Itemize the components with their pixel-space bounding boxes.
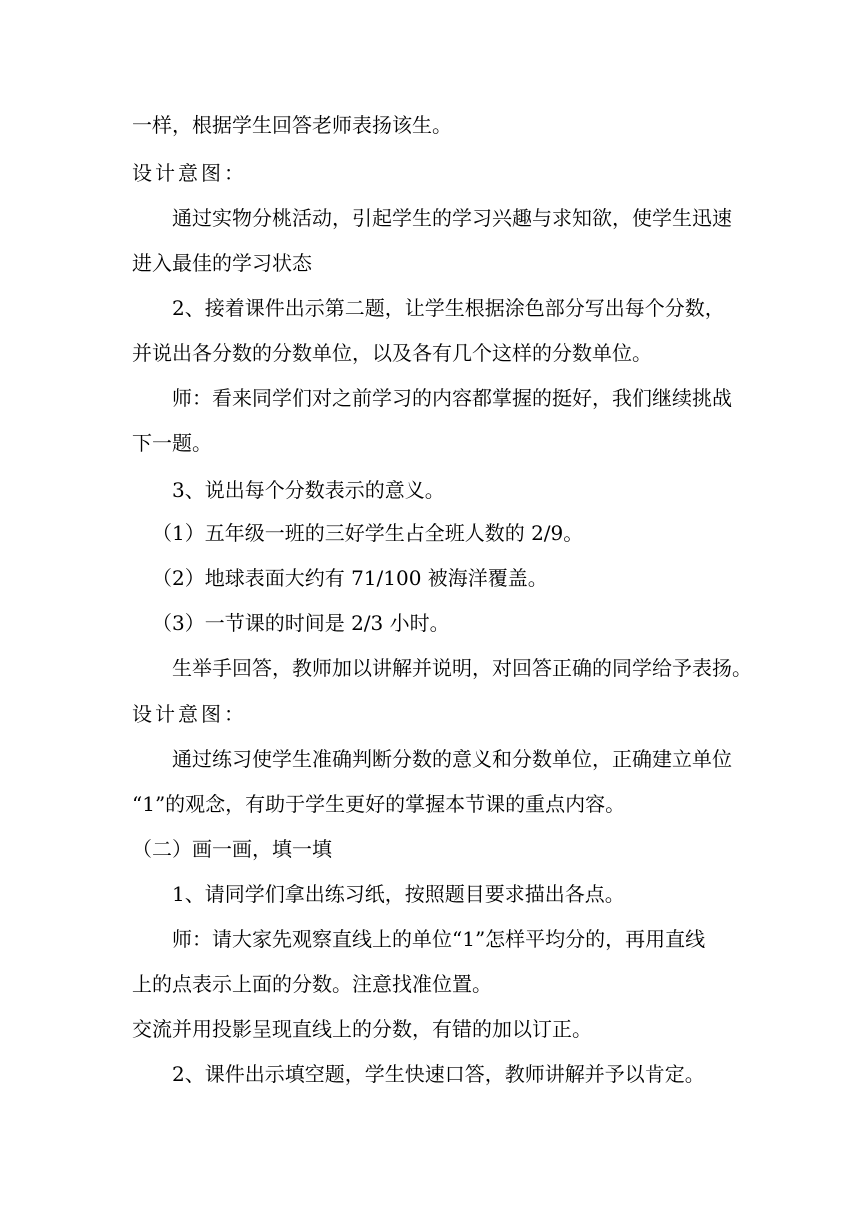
- paragraph-line: 并说出各分数的分数单位，以及各有几个这样的分数单位。: [132, 341, 652, 365]
- paragraph-line: “1”的观念，有助于学生更好的掌握本节课的重点内容。: [132, 792, 626, 816]
- paragraph-line: 下一题。: [132, 431, 212, 455]
- paragraph-line: 师：请大家先观察直线上的单位“1”怎样平均分的，再用直线: [172, 927, 706, 951]
- paragraph-line: 通过实物分桃活动，引起学生的学习兴趣与求知欲，使学生迅速: [172, 206, 732, 230]
- paragraph-line: 交流并用投影呈现直线上的分数，有错的加以订正。: [132, 1017, 592, 1041]
- paragraph-line: 3、说出每个分数表示的意义。: [172, 478, 445, 502]
- paragraph-line: 一样，根据学生回答老师表扬该生。: [132, 113, 452, 137]
- list-item: （3）一节课的时间是 2/3 小时。: [152, 611, 450, 635]
- paragraph-line: 进入最佳的学习状态: [132, 251, 312, 275]
- paragraph-line: 生举手回答，教师加以讲解并说明，对回答正确的同学给予表扬。: [172, 656, 752, 680]
- section-heading: （二）画一画，填一填: [132, 837, 332, 861]
- paragraph-line: 师：看来同学们对之前学习的内容都掌握的挺好，我们继续挑战: [172, 386, 732, 410]
- paragraph-line: 通过练习使学生准确判断分数的意义和分数单位，正确建立单位: [172, 747, 732, 771]
- paragraph-line: 1、请同学们拿出练习纸，按照题目要求描出各点。: [172, 882, 625, 906]
- paragraph-line: 上的点表示上面的分数。注意找准位置。: [132, 972, 492, 996]
- paragraph-line: 2、课件出示填空题，学生快速口答，教师讲解并予以肯定。: [172, 1062, 705, 1086]
- section-heading-design-intent: 设计意图：: [132, 702, 247, 726]
- list-item: （1）五年级一班的三好学生占全班人数的 2/9。: [152, 521, 584, 545]
- section-heading-design-intent: 设计意图：: [132, 161, 247, 185]
- list-item: （2）地球表面大约有 71/100 被海洋覆盖。: [152, 566, 548, 590]
- paragraph-line: 2、接着课件出示第二题，让学生根据涂色部分写出每个分数，: [172, 296, 725, 320]
